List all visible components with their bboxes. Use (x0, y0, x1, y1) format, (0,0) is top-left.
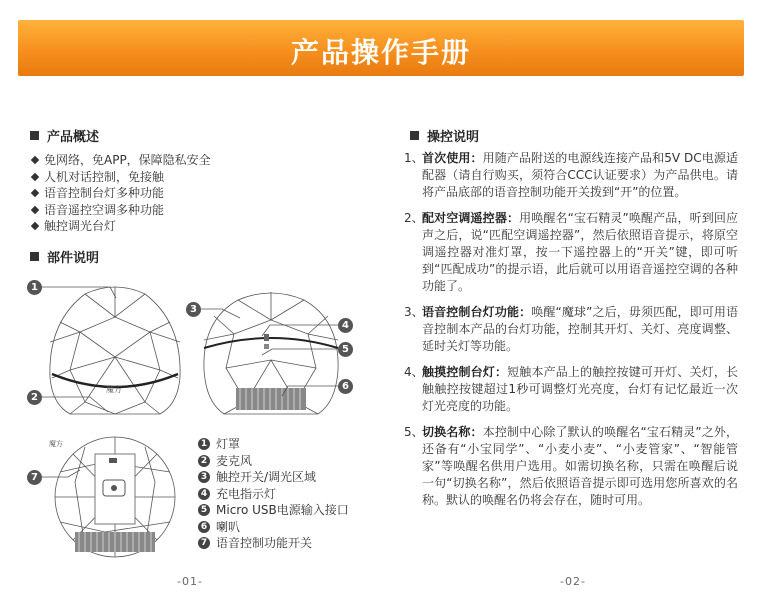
overview-heading-text: 产品概述 (47, 130, 100, 145)
operation-item: 4、 触摸控制台灯：短触本产品上的触控按键可开灯、关灯，长触触控按键超过1秒可调整灯光亮度，台灯有记忆最近一次灯光亮度的功能。 (404, 365, 738, 413)
list-item: 语音遥控空调多种功能 (30, 202, 211, 219)
legend-item: 6 喇叭 (198, 519, 349, 536)
legend-item: 5 Micro USB电源输入接口 (198, 502, 349, 519)
legend-item: 2 麦克风 (198, 453, 349, 470)
operation-item: 5、 切换名称：本控制中心除了默认的唤醒名“宝石精灵”之外，还备有“小宝同学”、“小麦小麦”、“小麦管家”、“智能管家”等唤醒名供用户选用。如需切换名称，只需在唤醒后说一句“切换名称”，然后依照语音提示即可选用您所喜欢的名称。默认的唤醒名仍将会存在，随时可用。 (404, 425, 738, 507)
callout-6: 6 (338, 379, 353, 394)
bottom-product-label: 魔方 (49, 440, 63, 448)
operation-item: 3、 语音控制台灯功能：唤醒“魔球”之后，毋须匹配，即可用语音控制本产品的台灯功能，控制其开灯、关灯、亮度调整、延时关灯等功能。 (404, 305, 738, 353)
callout-7: 7 (27, 470, 42, 485)
legend-item: 1 灯罩 (198, 436, 349, 453)
callout-3: 3 (186, 302, 201, 317)
legend-item: 3 触控开关/调光区域 (198, 469, 349, 486)
legend-item: 4 充电指示灯 (198, 486, 349, 503)
callout-5: 5 (338, 342, 353, 357)
page-number-right: -02- (560, 575, 586, 588)
list-item: 人机对话控制，免接触 (30, 169, 211, 186)
operation-heading (410, 126, 479, 145)
parts-heading-text: 部件说明 (47, 251, 100, 266)
parts-legend (198, 436, 349, 552)
square-bullet-icon (410, 131, 419, 140)
page-number-left: -01- (177, 575, 203, 588)
operation-list (404, 150, 738, 518)
list-item: 触控调光台灯 (30, 218, 211, 235)
product-label: 魔方 (106, 385, 122, 394)
list-item: 语音控制台灯多种功能 (30, 185, 211, 202)
operation-item: 2、 配对空调遥控器：用唤醒名“宝石精灵”唤醒产品，听到回应声之后，说“匹配空调遥控器”，然后依照语音提示，将原空调遥控器对准灯罩，按一下遥控器上的“开关”键，即可听到“匹配成功”的提示语，此后就可以用语音遥控空调的各种功能了。 (404, 211, 738, 293)
legend-item: 7 语音控制功能开关 (198, 535, 349, 552)
callout-2: 2 (27, 390, 42, 405)
list-item: 免网络，免APP，保障隐私安全 (30, 152, 211, 169)
operation-heading-text: 操控说明 (427, 130, 480, 145)
callout-1: 1 (27, 280, 42, 295)
page-title: 产品操作手册 (290, 36, 471, 69)
operation-item: 1、 首次使用：用随产品附送的电源线连接产品和5V DC电源适配器（请自行购买，须符合CCC认证要求）为产品供电。请将产品底部的语音控制功能开关拨到“开”的位置。 (404, 151, 738, 199)
callout-4: 4 (338, 318, 353, 333)
